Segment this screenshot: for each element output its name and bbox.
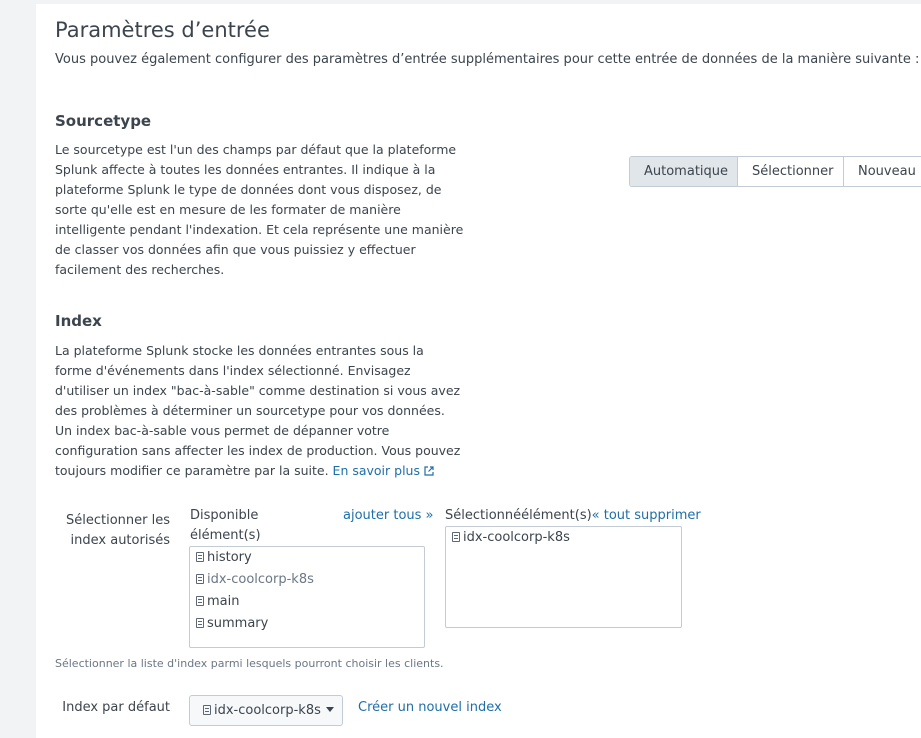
index-icon	[196, 618, 204, 628]
index-icon	[196, 552, 204, 562]
create-new-index-link[interactable]: Créer un nouvel index	[358, 700, 502, 715]
sourcetype-select-button[interactable]: Sélectionner	[738, 157, 844, 186]
default-index-label: Index par défaut	[62, 700, 170, 715]
selected-items-list	[445, 526, 682, 628]
sourcetype-new-button[interactable]: Nouveau	[844, 157, 921, 186]
index-icon	[203, 705, 211, 715]
default-index-dropdown[interactable]: idx-coolcorp-k8s	[189, 695, 343, 726]
available-item-summary[interactable]: summary	[190, 613, 424, 635]
page-title: Paramètres d’entrée	[55, 18, 270, 42]
selected-item-idx-coolcorp-k8s[interactable]: idx-coolcorp-k8s	[446, 527, 681, 549]
available-item-idx-coolcorp-k8s[interactable]: idx-coolcorp-k8s	[190, 569, 424, 591]
chevron-down-icon	[326, 707, 334, 712]
available-item-main[interactable]: main	[190, 591, 424, 613]
sourcetype-description: Le sourcetype est l'un des champs par défaut que la plateforme Splunk affecte à toutes les données entrantes. Il indique à la plateforme Splunk le type de données dont vous disposez, de sorte qu'elle est en mesure de les formater de manière intelligente pendant l'indexation. Et cela représente une manière de classer vos données afin que vous puissiez y effectuer facilement des recherches.	[55, 142, 464, 277]
page-intro: Vous pouvez également configurer des paramètres d’entrée supplémentaires pour cette entrée de données de la manière suivante :	[55, 52, 920, 67]
available-items-header: Disponible élément(s)	[190, 508, 261, 543]
index-icon	[196, 596, 204, 606]
external-link-icon	[424, 466, 434, 476]
allowed-indexes-label: Sélectionner les index autorisés	[65, 513, 170, 548]
sourcetype-heading: Sourcetype	[55, 112, 152, 130]
remove-all-link[interactable]: « tout supprimer	[591, 508, 701, 523]
index-icon	[452, 532, 460, 542]
index-description: La plateforme Splunk stocke les données entrantes sous la forme d'événements dans l'index sélectionné. Envisagez d'utiliser un index "bac-à-sable" comme destination si vous avez des problèmes à déterminer un sourcetype pour vos données. Un index bac-à-sable vous permet de dépanner votre configuration sans affecter les index de production. Vous pouvez toujours modifier ce paramètre par la suite. En savoir plus	[55, 343, 461, 478]
index-icon	[196, 574, 204, 584]
learn-more-link[interactable]: En savoir plus	[333, 463, 434, 478]
sourcetype-automatic-button[interactable]: Automatique	[630, 157, 738, 186]
add-all-link[interactable]: ajouter tous »	[343, 508, 434, 523]
available-items-list	[189, 546, 425, 648]
allowed-indexes-help: Sélectionner la liste d'index parmi lesquels pourront choisir les clients.	[55, 657, 444, 670]
available-item-history[interactable]: history	[190, 547, 424, 569]
selected-items-header: Sélectionnéélément(s)« tout supprimer	[445, 508, 701, 523]
sourcetype-mode-toggle	[629, 156, 921, 187]
index-heading: Index	[55, 312, 102, 330]
